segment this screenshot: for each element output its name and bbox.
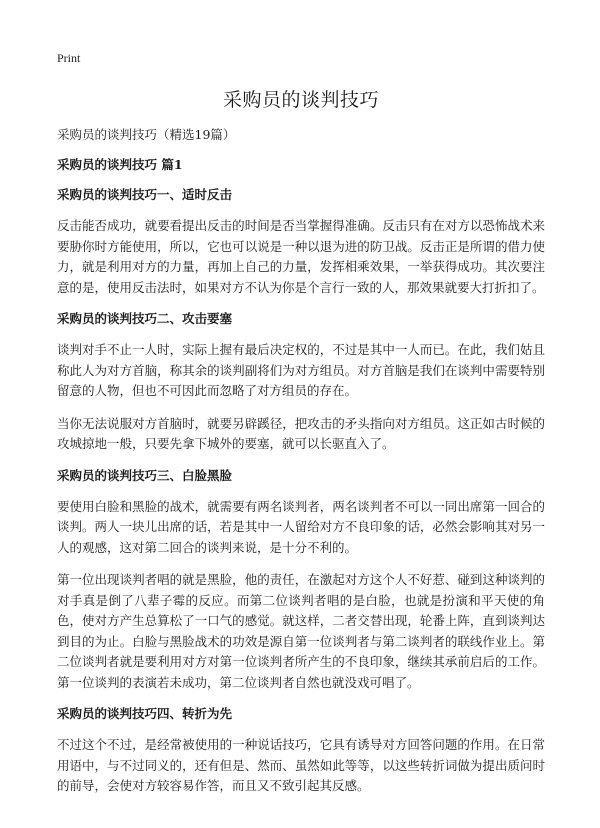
document-subtitle: 采购员的谈判技巧（精选19篇） bbox=[57, 127, 236, 142]
document-title: 采购员的谈判技巧 bbox=[222, 89, 379, 111]
section-4-paragraph-1: 不过这个不过，是经常被使用的一种说话技巧，它具有诱导对方回答问题的作用。在日常用语中，与不过同义的，还有但是、然而、虽然如此等等，以这些转折词做为提出质问时的前导，会使对方较容易作答，而且又不致引起其反感。 bbox=[57, 737, 545, 793]
section-1-paragraph-1: 反击能否成功，就要看提出反击的时间是否当掌握得准确。反击只有在对方以恐怖战术来要胁你时方能使用，所以，它也可以说是一种以退为进的防卫战。反击正是所谓的借力使力，就是利用对方的力量，再加上自己的力量，发挥相乘效果，一举获得成功。其次要注意的是，使用反击法时，如果对方不认为你是个言行一致的人，那效果就要大打折扣了。 bbox=[57, 218, 545, 295]
section-3-paragraph-1: 要使用白脸和黑脸的战术，就需要有两名谈判者，两名谈判者不可以一同出席第一回合的谈判。两人一块儿出席的话，若是其中一人留给对方不良印象的话，必然会影响其对另一人的观感，这对第二回合的谈判来说，是十分不利的。 bbox=[57, 498, 545, 555]
section-heading-1: 采购员的谈判技巧一、适时反击 bbox=[57, 187, 233, 202]
section-2-paragraph-1: 谈判对手不止一人时，实际上握有最后决定权的，不过是其中一人而已。在此，我们姑且称此人为对方首脑，称其余的谈判副将们为对方组员。对方首脑是我们在谈判中需要特别留意的人物，但也不可因此而忽略了对方组员的存在。 bbox=[57, 342, 545, 398]
part-heading: 采购员的谈判技巧 篇1 bbox=[57, 157, 183, 172]
section-2-paragraph-2: 当你无法说服对方首脑时，就要另辟蹊径，把攻击的矛头指向对方组员。这正如古时候的攻城掠地一般，只要先拿下城外的要塞，就可以长驱直入了。 bbox=[57, 415, 545, 451]
print-link[interactable]: Print bbox=[57, 51, 81, 65]
section-heading-4: 采购员的谈判技巧四、转折为先 bbox=[57, 706, 233, 721]
section-3-paragraph-2: 第一位出现谈判者唱的就是黑脸，他的责任，在激起对方这个人不好惹、碰到这种谈判的对手真是倒了八辈子霉的反应。而第二位谈判者唱的是白脸，也就是扮演和平天使的角色，使对方产生总算松了一口气的感觉。就这样，二者交替出现，轮番上阵，直到谈判达到目的为止。白脸与黑脸战术的功效是源自第一位谈判者与第二谈判者的联线作业上。第二位谈判者就是要利用对方对第一位谈判者所产生的不良印象，继续其承前启后的工作。第一位谈判的表演若未成功，第二位谈判者自然也就没戏可唱了。 bbox=[57, 572, 545, 690]
section-heading-3: 采购员的谈判技巧三、白脸黑脸 bbox=[57, 467, 233, 483]
section-heading-2: 采购员的谈判技巧二、攻击要塞 bbox=[57, 311, 233, 326]
